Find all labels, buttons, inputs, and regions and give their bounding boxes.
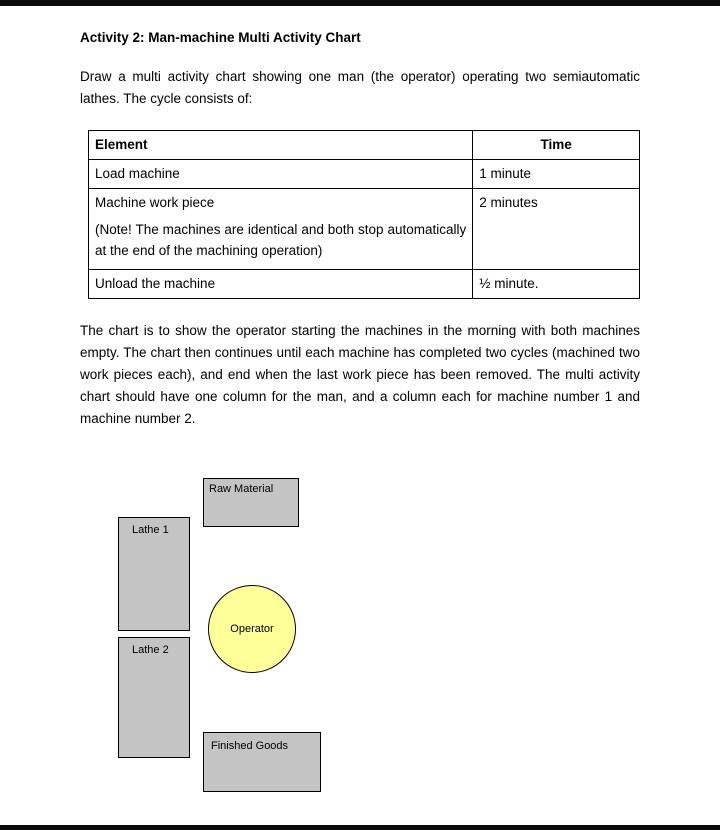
raw-material-label: Raw Material (209, 483, 274, 495)
table-header-row (89, 131, 640, 160)
table-header-time: Time (473, 131, 640, 160)
finished-goods-box (203, 732, 321, 792)
lathe2-box (118, 637, 190, 758)
cycle-elements-table (88, 130, 640, 299)
activity-heading: Activity 2: Man-machine Multi Activity Chart (80, 30, 361, 45)
cell-element: Unload the machine (89, 270, 473, 299)
cell-time: ½ minute. (473, 270, 640, 299)
table-row (89, 189, 640, 270)
cell-time: 1 minute (473, 160, 640, 189)
cell-element: Load machine (89, 160, 473, 189)
table-row (89, 270, 640, 299)
operator-label: Operator (230, 623, 274, 635)
finished-goods-label: Finished Goods (211, 740, 289, 752)
cell-time: 2 minutes (473, 189, 640, 270)
table-header-element: Element (89, 131, 473, 160)
table-row (89, 160, 640, 189)
lathe1-label: Lathe 1 (132, 524, 169, 536)
cell-element-text: Machine work piece (95, 195, 215, 210)
body-paragraph: The chart is to show the operator starting the machines in the morning with both machines empty. The chart then continues until each machine has completed two cycles (machined two work pieces each), and end when the last work piece has been removed. The multi activity chart should have one column for the man, and a column each for machine number 1 and machine number 2. (80, 323, 640, 426)
lathe1-box (118, 517, 190, 631)
screenshot-top-edge (0, 0, 720, 6)
intro-paragraph: Draw a multi activity chart showing one man (the operator) operating two semiautomatic lathes. The cycle consists of: (80, 69, 640, 106)
cell-element-note: (Note! The machines are identical and both stop automatically at the end of the machining operation) (95, 222, 467, 258)
lathe2-label: Lathe 2 (132, 644, 169, 656)
raw-material-box (203, 478, 299, 527)
screenshot-bottom-edge (0, 825, 720, 830)
operator-circle (208, 585, 296, 673)
cell-element (89, 189, 473, 270)
